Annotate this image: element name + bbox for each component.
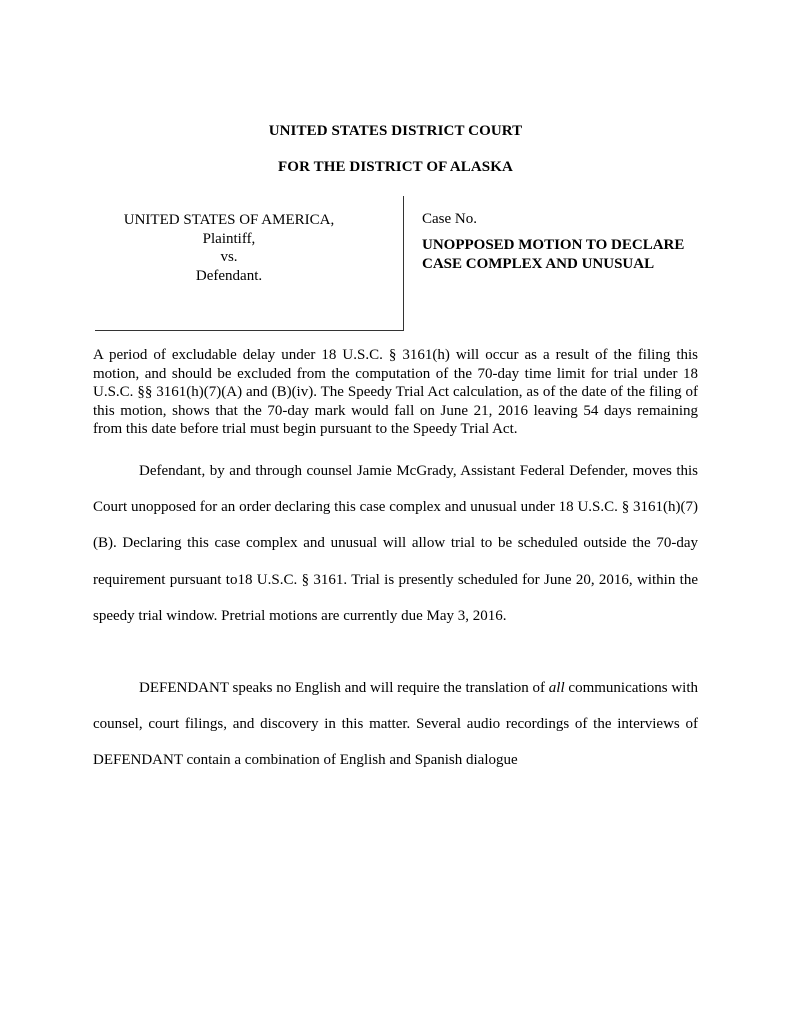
plaintiff-role-label: Plaintiff,: [202, 230, 256, 247]
plaintiff-party-name: UNITED STATES OF AMERICA,: [123, 212, 335, 228]
case-caption-details: [422, 210, 722, 273]
motion-title-line1: UNOPPOSED MOTION TO DECLARE: [422, 237, 685, 253]
caption-horizontal-divider: [95, 330, 404, 331]
motion-title: [422, 236, 722, 273]
motion-paragraph-2: [93, 670, 698, 779]
court-name-heading: UNITED STATES DISTRICT COURT: [268, 123, 523, 139]
excludable-delay-paragraph: A period of excludable delay under 18 U.S.C. § 3161(h) will occur as a result of the filing this motion, and should be excluded from the computation of the 70-day time limit for trial under 18 U.S.C. §§ 3161(h)(7)(A) and (B)(iv). The Speedy Trial Act calculation, as of the date of the filing of this motion, shows that the 70-day mark would fall on June 21, 2016 leaving 54 days remaining from this date before trial must begin pursuant to the Speedy Trial Act.: [93, 347, 698, 437]
paragraph-2-emphasis: all: [548, 680, 565, 696]
case-number-label: Case No.: [422, 211, 477, 227]
defendant-role-label: Defendant.: [195, 267, 263, 284]
paragraph-2-text-start: DEFENDANT speaks no English and will require the translation of: [139, 680, 549, 696]
district-heading: FOR THE DISTRICT OF ALASKA: [278, 159, 513, 175]
case-caption-parties: [95, 211, 363, 285]
caption-vertical-divider: [403, 196, 404, 330]
motion-title-line2: CASE COMPLEX AND UNUSUAL: [422, 255, 655, 272]
motion-paragraph-1: Defendant, by and through counsel Jamie McGrady, Assistant Federal Defender, moves this Court unopposed for an order declaring this case complex and unusual under 18 U.S.C. § 3161(h)(7)(B). Declaring this case complex and unusual will allow trial to be scheduled outside the 70-day requirement pursuant to18 U.S.C. § 3161. Trial is presently scheduled for June 20, 2016, within the speedy trial window. Pretrial motions are currently due May 3, 2016.: [93, 463, 698, 624]
paragraph-2-text-end: communications with counsel, court filings, and discovery in this matter. Several audio recordings of the interviews of DEFENDANT contain a combination of English and Spanish dialogue: [93, 680, 698, 769]
versus-label: vs.: [220, 249, 238, 265]
